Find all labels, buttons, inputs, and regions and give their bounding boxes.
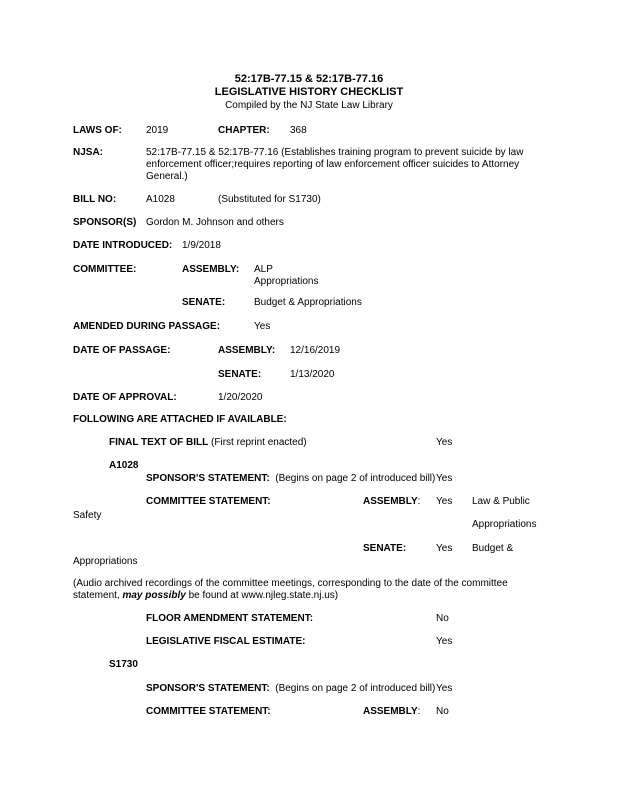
a1028-assembly-committee-c: Appropriations [472,519,537,530]
committee-senate-label: SENATE: [182,297,226,308]
a1028-assembly-value: Yes [436,496,453,507]
following-attached-label: FOLLOWING ARE ATTACHED IF AVAILABLE: [73,414,287,425]
a1028-senate-label: SENATE: [363,543,407,554]
committee-label: COMMITTEE: [73,264,137,275]
date-of-passage-label: DATE OF PASSAGE: [73,345,171,356]
committee-senate-value: Budget & Appropriations [254,297,362,308]
final-text-value: Yes [436,437,453,448]
a1028-senate-committee-b: Appropriations [73,556,138,567]
final-text-label: FINAL TEXT OF BILL [109,437,209,448]
passage-assembly-label: ASSEMBLY: [218,345,276,356]
final-text-note: (First reprint enacted) [211,437,307,448]
date-introduced-value: 1/9/2018 [182,240,221,251]
committee-assembly-label: ASSEMBLY: [182,264,240,275]
date-of-approval-label: DATE OF APPROVAL: [73,392,177,403]
njsa-label: NJSA: [73,147,104,158]
a1028-senate-value: Yes [436,543,453,554]
date-introduced-label: DATE INTRODUCED: [73,240,173,251]
a1028-assembly-row [363,496,420,508]
floor-amendment-label: FLOOR AMENDMENT STATEMENT: [146,613,314,624]
a1028-sponsor-label: SPONSOR'S STATEMENT: [146,473,270,484]
a1028-assembly-committee-b: Safety [73,510,102,521]
bill-substitution-note: (Substituted for S1730) [218,194,321,205]
chapter-label: CHAPTER: [218,125,270,136]
final-text-row [109,437,307,449]
audio-note-line2 [73,590,338,602]
date-of-approval-value: 1/20/2020 [218,392,263,403]
sponsor-label: SPONSOR(S) [73,217,137,228]
s1730-assembly-value: No [436,706,449,717]
a1028-assembly-label: ASSEMBLY [363,496,418,507]
committee-assembly-line2: Appropriations [254,276,319,287]
a1028-sponsor-value: Yes [436,473,453,484]
s1730-label: S1730 [109,659,138,670]
a1028-committee-label: COMMITTEE STATEMENT: [146,496,271,507]
a1028-assembly-colon: : [417,496,421,507]
njsa-value: 52:17B-77.15 & 52:17B-77.16 (Establishes training program to prevent suicide by law enforcement officer;requires reporting of law enforcement officer suicides to Attorney General.) [146,147,524,182]
s1730-sponsor-label: SPONSOR'S STATEMENT: [146,683,270,694]
page-title: 52:17B-77.15 & 52:17B-77.16 [234,73,384,85]
a1028-sponsor-row [146,473,435,485]
bill-no-label: BILL NO: [73,194,117,205]
audio-note-post: be found at www.njleg.state.nj.us) [185,590,339,601]
passage-senate-label: SENATE: [218,369,262,380]
compiled-by: Compiled by the NJ State Law Library [225,100,393,111]
audio-note-pre: statement, [73,590,123,601]
fiscal-estimate-value: Yes [436,636,453,647]
s1730-assembly-row [363,706,420,718]
s1730-assembly-colon: : [417,706,421,717]
sponsor-value: Gordon M. Johnson and others [146,217,284,228]
audio-note-line1: (Audio archived recordings of the committee meetings, corresponding to the date of the committee [73,578,508,589]
s1730-sponsor-note: (Begins on page 2 of introduced bill) [275,683,436,694]
bill-no-value: A1028 [146,194,175,205]
s1730-assembly-label: ASSEMBLY [363,706,418,717]
audio-note-emphasis: may possibly [122,590,186,601]
s1730-committee-label: COMMITTEE STATEMENT: [146,706,271,717]
laws-of-label: LAWS OF: [73,125,122,136]
passage-senate-value: 1/13/2020 [290,369,335,380]
s1730-sponsor-value: Yes [436,683,453,694]
a1028-sponsor-note: (Begins on page 2 of introduced bill) [275,473,436,484]
chapter-value: 368 [290,125,307,136]
a1028-senate-committee-a: Budget & [472,543,514,554]
floor-amendment-value: No [436,613,449,624]
committee-assembly-line1: ALP [254,264,273,275]
amended-label: AMENDED DURING PASSAGE: [73,321,221,332]
passage-assembly-value: 12/16/2019 [290,345,341,356]
a1028-label: A1028 [109,460,139,471]
fiscal-estimate-label: LEGISLATIVE FISCAL ESTIMATE: [146,636,306,647]
s1730-sponsor-row [146,683,435,695]
page-subtitle: LEGISLATIVE HISTORY CHECKLIST [214,86,404,98]
laws-of-value: 2019 [146,125,169,136]
a1028-assembly-committee-a: Law & Public [472,496,530,507]
amended-value: Yes [254,321,271,332]
